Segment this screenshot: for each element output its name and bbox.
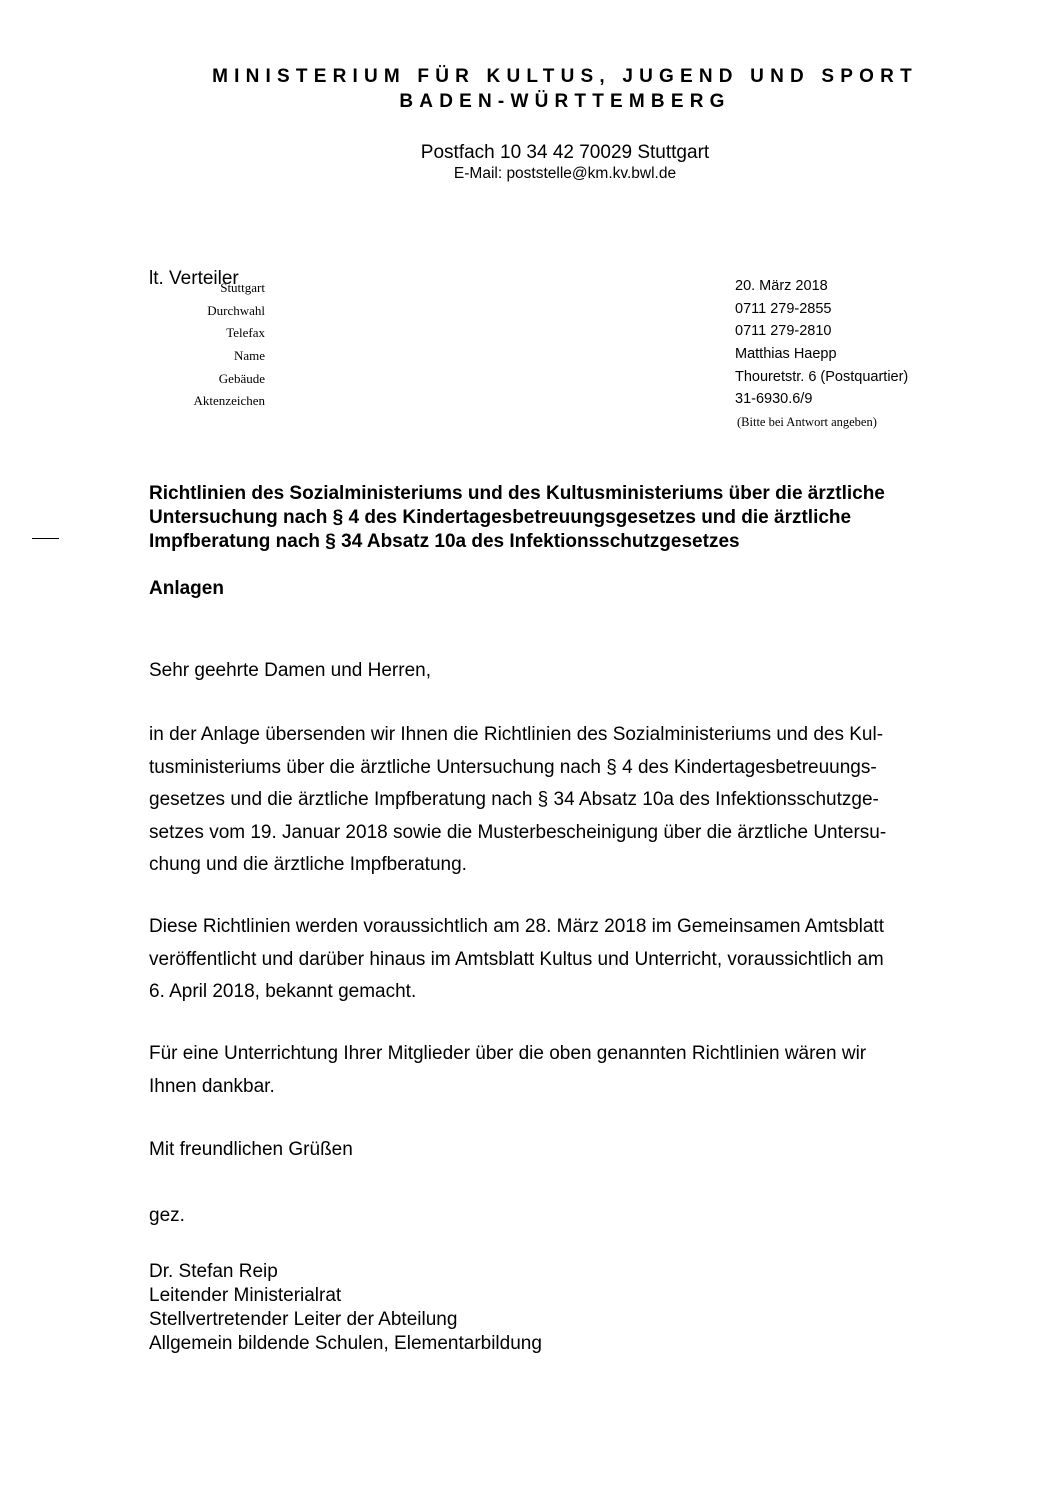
enclosures-heading: Anlagen xyxy=(149,578,224,599)
paragraph xyxy=(149,911,884,1009)
meta-label: Telefax xyxy=(226,325,265,341)
signer-role: Stellvertretender Leiter der Abteilung xyxy=(149,1309,458,1330)
subject-line: Richtlinien des Sozialministeriums und des Kultusministeriums über die ärztliche xyxy=(149,483,885,504)
subject xyxy=(149,482,1009,554)
paragraph-line: gesetzes und die ärztliche Impfberatung nach § 34 Absatz 10a des Infektionsschutzge- xyxy=(149,789,879,810)
closing: Mit freundlichen Grüßen xyxy=(149,1139,353,1160)
paragraph-line: chung und die ärztliche Impfberatung. xyxy=(149,854,467,875)
subject-line: Untersuchung nach § 4 des Kindertagesbetreuungsgesetzes und die ärztliche xyxy=(149,507,852,528)
fold-mark xyxy=(32,538,59,539)
postal-address: Postfach 10 34 42 70029 Stuttgart xyxy=(420,142,710,163)
meta-label: Aktenzeichen xyxy=(193,393,265,409)
ministry-name: MINISTERIUM FÜR KULTUS, JUGEND UND SPORT xyxy=(212,66,918,87)
paragraph-line: setzes vom 19. Januar 2018 sowie die Musterbescheinigung über die ärztliche Untersu- xyxy=(149,821,887,843)
meta-label: Stuttgart xyxy=(220,280,265,295)
paragraph-line: 6. April 2018, bekannt gemacht. xyxy=(149,981,417,1002)
meta-value: 0711 279-2810 xyxy=(735,323,832,340)
meta-value: 20. März 2018 xyxy=(735,278,828,294)
paragraph-line: Ihnen dankbar. xyxy=(149,1075,275,1097)
paragraph-line: Diese Richtlinien werden voraussichtlich am 28. März 2018 im Gemeinsamen Amtsblatt xyxy=(149,916,884,937)
paragraph xyxy=(149,719,886,882)
recipient: lt. Verteiler xyxy=(149,268,239,289)
paragraph-line: in der Anlage übersenden wir Ihnen die Richtlinien des Sozialministeriums und des Kul- xyxy=(149,724,884,745)
subject-line: Impfberatung nach § 34 Absatz 10a des Infektionsschutzgesetzes xyxy=(149,531,740,552)
meta-value: 31-6930.6/9 xyxy=(735,391,813,408)
email-address: E-Mail: poststelle@km.kv.bwl.de xyxy=(453,165,677,182)
paragraph-line: veröffentlicht und darüber hinaus im Amtsblatt Kultus und Unterricht, voraussichtlich am xyxy=(149,948,884,970)
meta-label: Gebäude xyxy=(218,370,265,386)
reference-note: (Bitte bei Antwort angeben) xyxy=(737,415,877,429)
meta-value: Thouretstr. 6 (Postquartier) xyxy=(735,368,909,385)
signature-block xyxy=(149,1260,542,1356)
meta-value: Matthias Haepp xyxy=(735,346,837,363)
meta-label: Name xyxy=(233,348,265,364)
signer-title: Leitender Ministerialrat xyxy=(149,1285,342,1306)
signed-mark: gez. xyxy=(149,1205,185,1226)
signer-name: Dr. Stefan Reip xyxy=(149,1261,278,1282)
salutation: Sehr geehrte Damen und Herren, xyxy=(149,660,431,681)
meta-value: 0711 279-2855 xyxy=(735,300,832,317)
meta-label: Durchwahl xyxy=(207,302,265,318)
paragraph-line: tusministeriums über die ärztliche Untersuchung nach § 4 des Kindertagesbetreuungs- xyxy=(149,756,877,778)
ministry-state: BADEN-WÜRTTEMBERG xyxy=(399,91,731,112)
signer-department: Allgemein bildende Schulen, Elementarbildung xyxy=(149,1333,542,1354)
paragraph-line: Für eine Unterrichtung Ihrer Mitglieder über die oben genannten Richtlinien wären wir xyxy=(149,1043,867,1064)
paragraph xyxy=(149,1038,866,1103)
